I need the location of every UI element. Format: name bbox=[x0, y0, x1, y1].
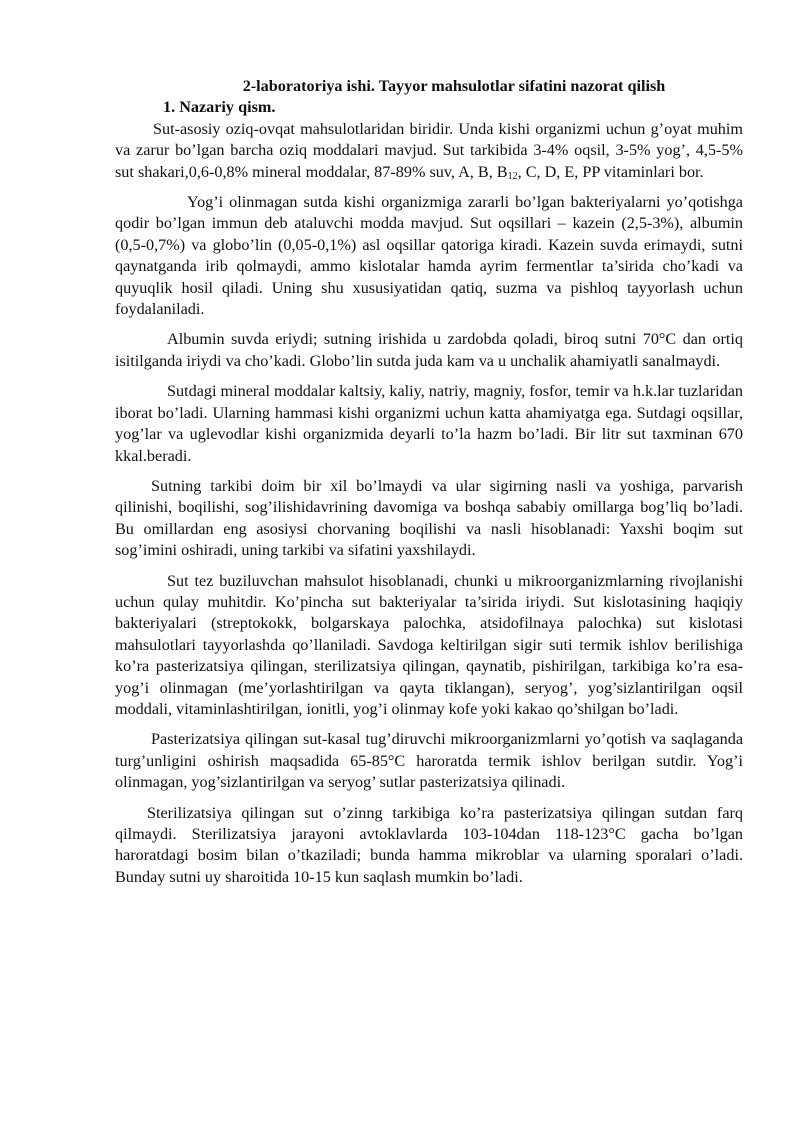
paragraph: Sut tez buziluvchan mahsulot hisoblanadi, chunki u mikroorganizmlarning rivojlanishi uchun qulay muhitdir. Ko’pincha sut bakteriyalar ta’sirida iriydi. Sut kislotasining haqiqiy bakteriyalari (streptokokk, bolgarskaya palochka, atsidofilnaya palochka) sut kislotasi mahsulotlari tayyorlashda qo’llaniladi. Savdoga keltirilgan sigir suti termik ishlov berilishiga ko’ra pasterizatsiya qilingan, sterilizatsiya qilingan, qaynatib, pishirilgan, tarkibiga ko’ra esa-yog’i olinmagan (me’yorlashtirilgan va qayta tiklangan), seryog’, yog’sizlantirilgan oqsil moddali, vitaminlashtirilgan, ionitli, yog’i olinmay kofe yoki kakao qo’shilgan bo’ladi. bbox=[115, 571, 743, 718]
paragraph: Sutdagi mineral moddalar kaltsiy, kaliy, natriy, magniy, fosfor, temir va h.k.lar tuzlaridan iborat bo’ladi. Ularning hammasi kishi organizmi uchun katta ahamiyatga ega. Sutdagi oqsillar, yog’lar va uglevodlar kishi organizmida deyarli to’la hazm bo’ladi. Bir litr sut taxminan 670 kkal.beradi. bbox=[115, 382, 743, 465]
paragraph-intro bbox=[115, 119, 743, 183]
paragraph-text: , C, D, E, PP vitaminlari bor. bbox=[517, 162, 704, 181]
paragraph-text: Sut-asosiy oziq-ovqat mahsulotlaridan biridir. Unda kishi organizmi uchun g’oyat muhim va zarur bo’lgan barcha oziq moddalari mavjud. Sut tarkibida 3-4% oqsil, 3-5% yog’, 4,5-5% sut shakari,0,6-0,8% mineral moddalar, 87-89% suv, A, B, B bbox=[115, 119, 743, 181]
paragraph: Albumin suvda eriydi; sutning irishida u zardobda qoladi, biroq sutni 70°C dan ortiq isitilganda iriydi va cho’kadi. Globo’lin sutda juda kam va u unchalik ahamiyatli sanalmaydi. bbox=[115, 330, 743, 370]
paragraph: Sterilizatsiya qilingan sut o’zinng tarkibiga ko’ra pasterizatsiya qilingan sutdan farq qilmaydi. Sterilizatsiya jarayoni avtoklavlarda 103-104dan 118-123°C gacha bo’lgan haroratdagi bosim bilan o’tkaziladi; bunda hamma mikroblar va ularning sporalari o’ladi. Bunday sutni uy sharoitida 10-15 kun saqlash mumkin bo’ladi. bbox=[115, 803, 743, 886]
paragraph: Pasterizatsiya qilingan sut-kasal tug’diruvchi mikroorganizmlarni yo’qotish va saqlaganda turg’unligini oshirish maqsadida 65-85°C haroratda termik ishlov berilgan sutdir. Yog’i olinmagan, yog’sizlantirilgan va seryog’ sutlar pasterizatsiya qilinadi. bbox=[115, 730, 743, 792]
section-heading: 1. Nazariy qism. bbox=[163, 98, 276, 117]
paragraph: Sutning tarkibi doim bir xil bo’lmaydi va ular sigirning nasli va yoshiga, parvarish qilinishi, boqilishi, sog’ilishidavrining davomiga va boshqa sababiy omillarga bog’liq bo’ladi. Bu omillardan eng asosiysi chorvaning boqilishi va nasli hisoblanadi: Yaxshi boqim sut sog’imini oshiradi, uning tarkibi va sifatini yaxshilaydi. bbox=[115, 476, 743, 560]
paragraph: Yog’i olinmagan sutda kishi organizmiga zararli bo’lgan bakteriyalarni yo’qotishga qodir bo’lgan immun deb ataluvchi modda mavjud. Sut oqsillari – kazein (2,5-3%), albumin (0,5-0,7%) va globo’lin (0,05-0,1%) asl oqsillar qatoriga kiradi. Kazein suvda erimaydi, sutni qaynatganda irib qolmaydi, ammo kislotalar hamda ayrim fermentlar ta’sirida cho’kadi va quyuqlik hosil qiladi. Uning shu xususiyatidan qatiq, suzma va pishloq tayyorlash uchun foydalaniladi. bbox=[115, 193, 743, 319]
subscript: 12 bbox=[507, 170, 518, 182]
document-page bbox=[115, 76, 743, 897]
document-title: 2-laboratoriya ishi. Tayyor mahsulotlar sifatini nazorat qilish bbox=[242, 77, 666, 95]
